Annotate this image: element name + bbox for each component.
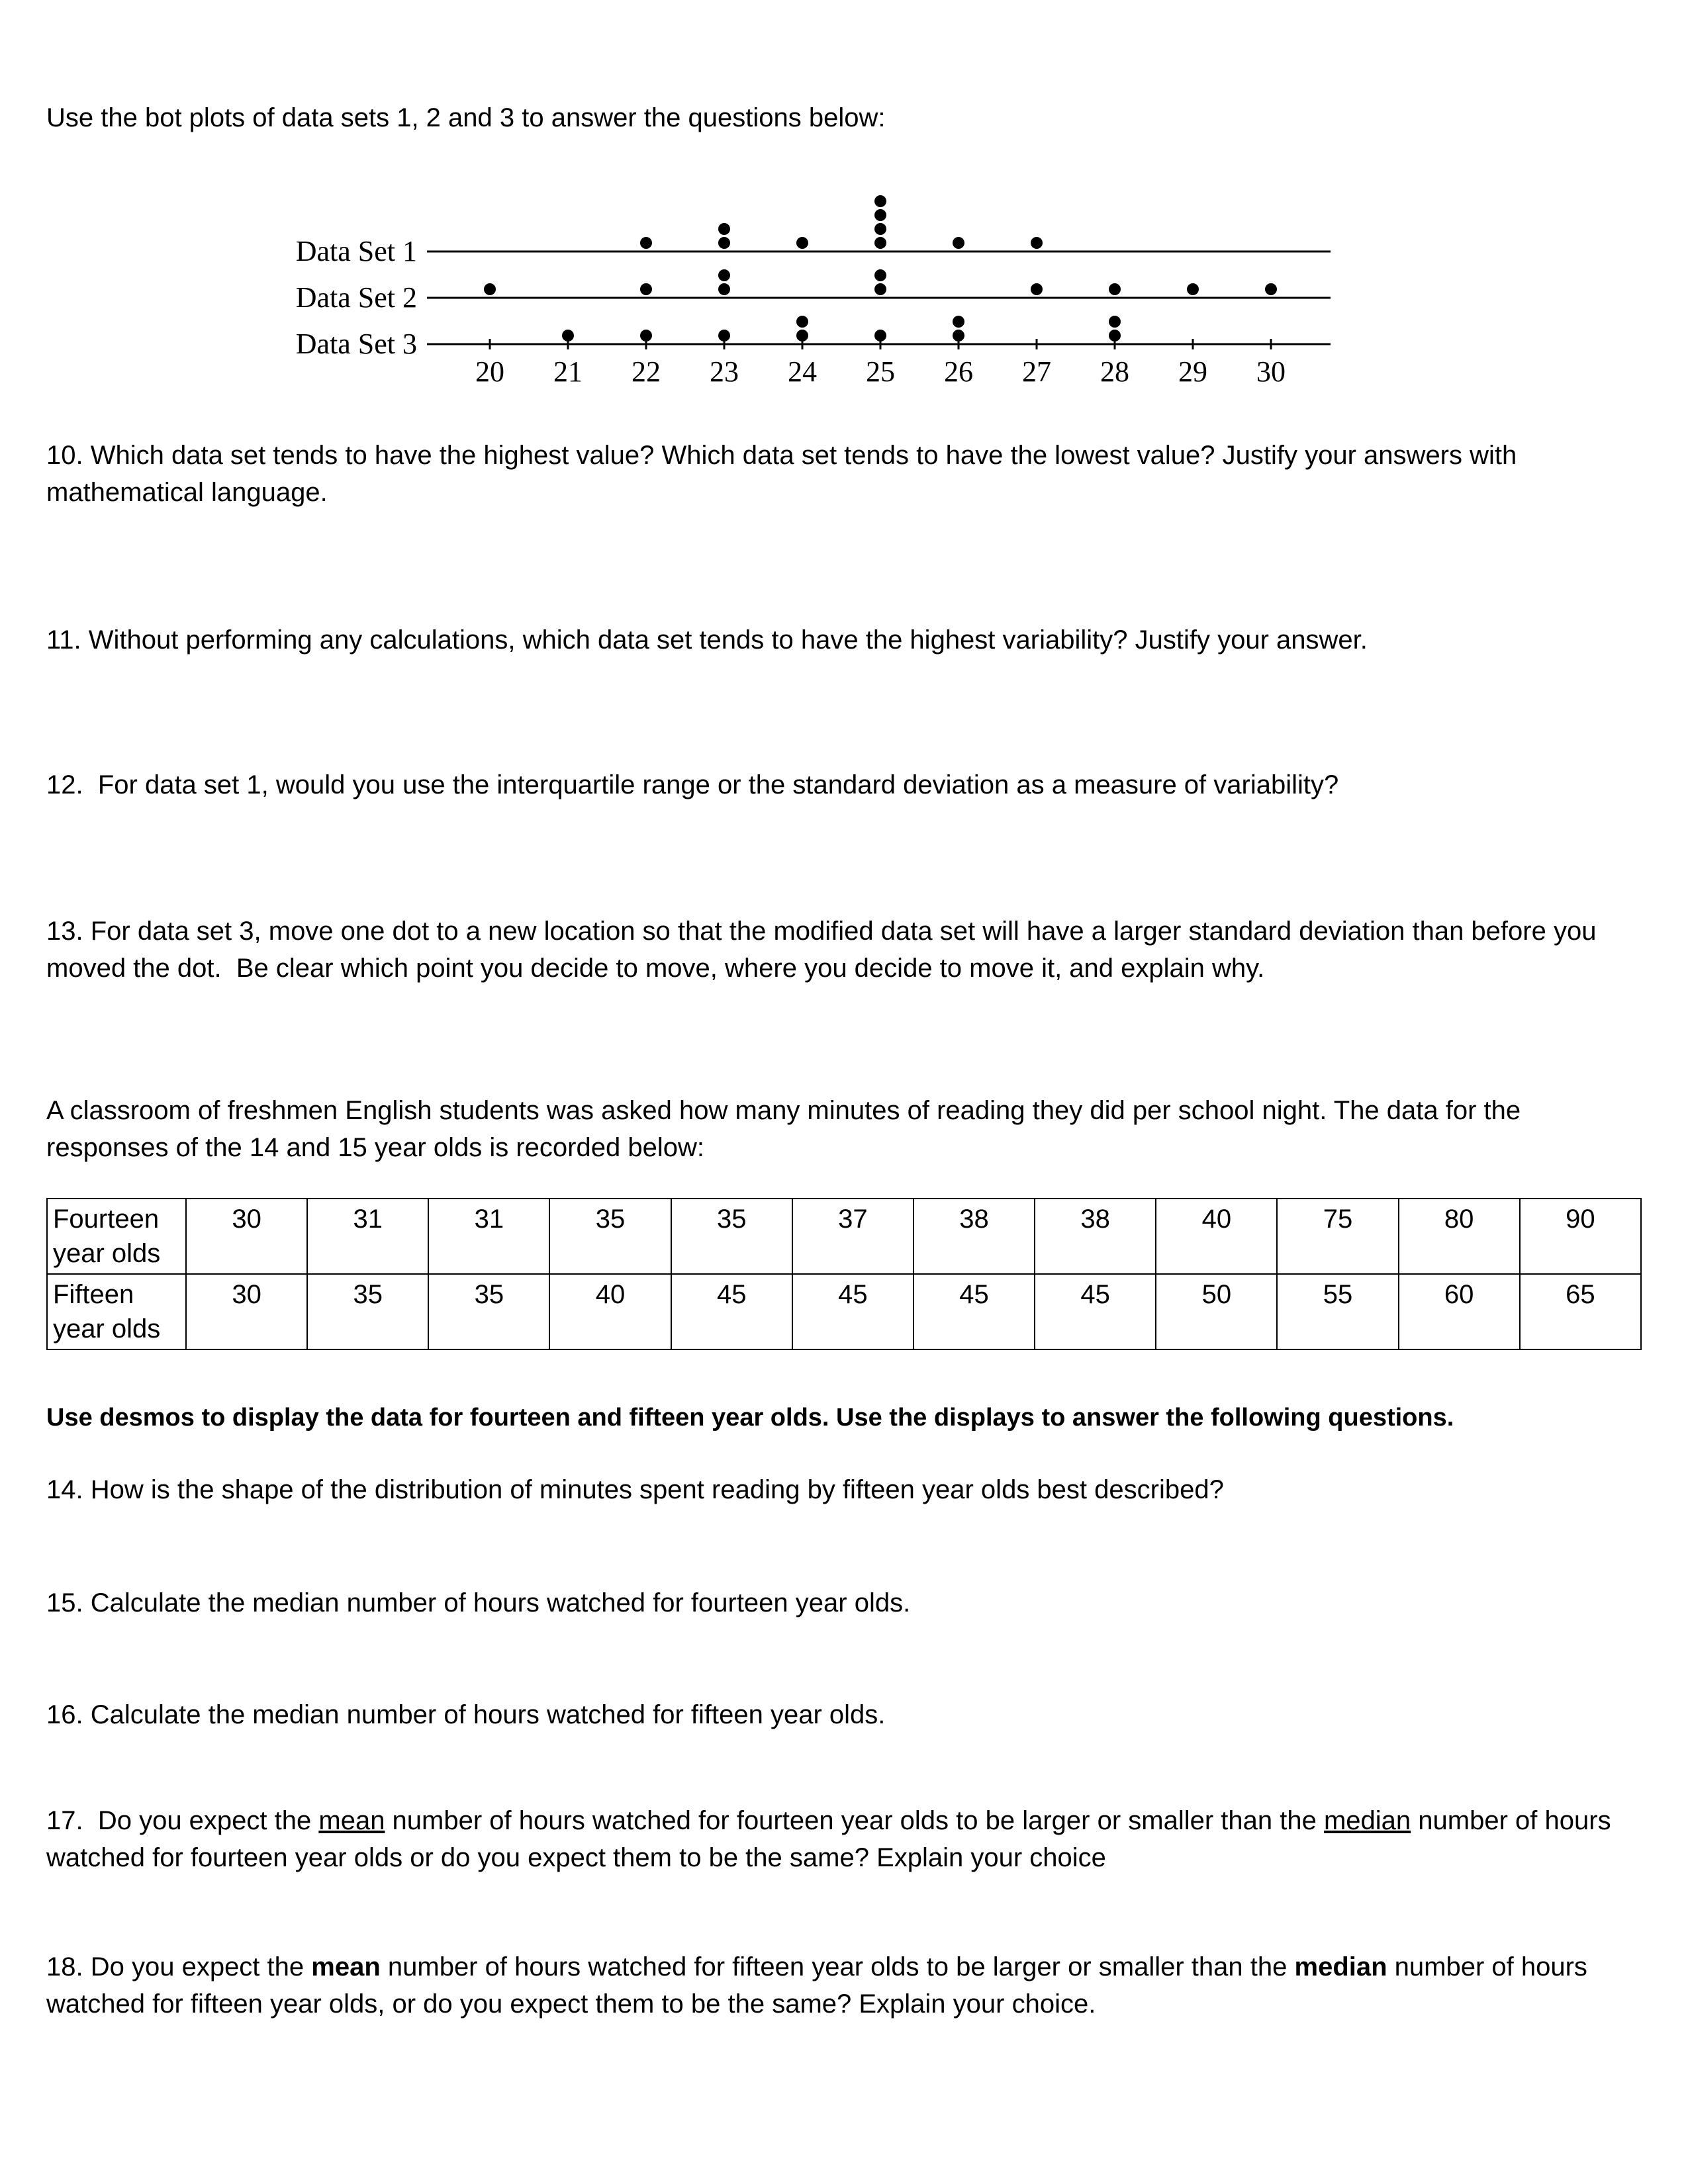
axis-tick-label: 30 [1256,355,1286,388]
question-16: 16. Calculate the median number of hours watched for fifteen year olds. [46,1700,886,1730]
passage-text: A classroom of freshmen English students was asked how many minutes of reading they did per school night. The data for the responses of the 14 and 15 year olds is recorded below: [46,1096,1528,1162]
table-cell: 45 [671,1274,792,1349]
dot [874,223,886,235]
question-17 [46,1802,1642,1876]
question-18-text: number of hours watched for fifteen year olds to be larger or smaller than the [380,1952,1295,1982]
question-17-median-underline: median [1323,1806,1411,1836]
question-13: 13. For data set 3, move one dot to a new location so that the modified data set will have a larger standard deviation than before you moved the dot. Be clear which point you decide to move, where you decide to move it, and explain why. [46,917,1604,983]
dot [796,316,808,328]
axis-tick-label: 27 [1022,355,1051,388]
table-cell: 90 [1520,1199,1641,1274]
dot [874,269,886,281]
table-cell: 55 [1277,1274,1398,1349]
table-cell: 35 [671,1199,792,1274]
dot [874,209,886,221]
axis-tick-label: 24 [788,355,817,388]
table-cell: 40 [549,1274,671,1349]
dot [1265,283,1277,295]
question-18-median-bold: median [1294,1952,1387,1982]
axis-tick-label: 20 [475,355,504,388]
axis-tick-label: 28 [1100,355,1129,388]
table-cell: 31 [307,1199,428,1274]
dot-plot-figure [288,185,1642,397]
question-17-text: number of hours watched for fourteen year olds or do you expect them to be the same? Explain your choice [46,1806,1618,1873]
desmos-instruction: Use desmos to display the data for fourteen and fifteen year olds. Use the displays to answer the following questions. [46,1404,1454,1432]
dot [953,237,964,249]
question-10: 10. Which data set tends to have the highest value? Which data set tends to have the lowest value? Justify your answers with mathematical language. [46,441,1524,507]
table-cell: 75 [1277,1199,1398,1274]
axis-tick-label: 26 [944,355,973,388]
table-cell: 30 [186,1274,307,1349]
dot [718,269,730,281]
question-18 [46,1948,1642,2023]
question-12: 12. For data set 1, would you use the interquartile range or the standard deviation as a measure of variability? [46,770,1339,799]
dot [1031,237,1043,249]
reading-table-body [47,1199,1641,1349]
question-18-text: 18. Do you expect the [46,1952,312,1982]
question-18-mean-bold: mean [311,1952,381,1982]
table-cell: 40 [1156,1199,1277,1274]
table-cell: 31 [428,1199,549,1274]
table-cell: 35 [307,1274,428,1349]
table-cell: 38 [1035,1199,1156,1274]
table-cell: 35 [428,1274,549,1349]
axis-tick-label: 23 [710,355,739,388]
dot [874,237,886,249]
intro-text: Use the bot plots of data sets 1, 2 and 3 to answer the questions below: [46,103,886,132]
table-cell: 45 [792,1274,914,1349]
dataset-label: Data Set 2 [295,281,417,314]
dot [1109,316,1121,328]
dataset-label: Data Set 3 [295,328,417,360]
dot [796,237,808,249]
question-17-text: number of hours watched for fourteen year olds to be larger or smaller than the [385,1806,1324,1836]
axis-tick-label: 25 [866,355,895,388]
dataset-label: Data Set 1 [295,235,417,267]
axis-tick-label: 22 [632,355,661,388]
dot [1031,283,1043,295]
table-cell: 50 [1156,1274,1277,1349]
dot [718,223,730,235]
question-15: 15. Calculate the median number of hours watched for fourteen year olds. [46,1588,911,1618]
table-cell: 45 [914,1274,1035,1349]
dot-plot-svg [288,185,1347,397]
dot [874,195,886,207]
dot [874,283,886,295]
table-cell: 35 [549,1199,671,1274]
table-cell: 30 [186,1199,307,1274]
dot [953,316,964,328]
dot [640,237,652,249]
question-18-text: number of hours watched for fifteen year olds, or do you expect them to be the same? Explain your choice. [46,1952,1595,2019]
dot [718,237,730,249]
dot [640,283,652,295]
dot [1187,283,1199,295]
table-cell: 80 [1399,1199,1520,1274]
dot [484,283,496,295]
table-cell: 38 [914,1199,1035,1274]
table-row-label: Fourteen year olds [47,1199,186,1274]
dot [1109,283,1121,295]
question-17-mean-underline: mean [318,1806,385,1836]
question-17-text: 17. Do you expect the [46,1806,319,1836]
axis-tick-label: 21 [553,355,583,388]
table-cell: 65 [1520,1274,1641,1349]
axis-tick-label: 29 [1178,355,1207,388]
table-cell: 37 [792,1199,914,1274]
table-cell: 45 [1035,1274,1156,1349]
table-cell: 60 [1399,1274,1520,1349]
dot [718,283,730,295]
table-row [47,1199,1641,1274]
reading-data-table [46,1198,1642,1350]
table-row-label: Fifteen year olds [47,1274,186,1349]
question-14: 14. How is the shape of the distribution of minutes spent reading by fifteen year olds best described? [46,1475,1224,1505]
table-row [47,1274,1641,1349]
question-11: 11. Without performing any calculations, which data set tends to have the highest variability? Justify your answer. [46,625,1368,655]
